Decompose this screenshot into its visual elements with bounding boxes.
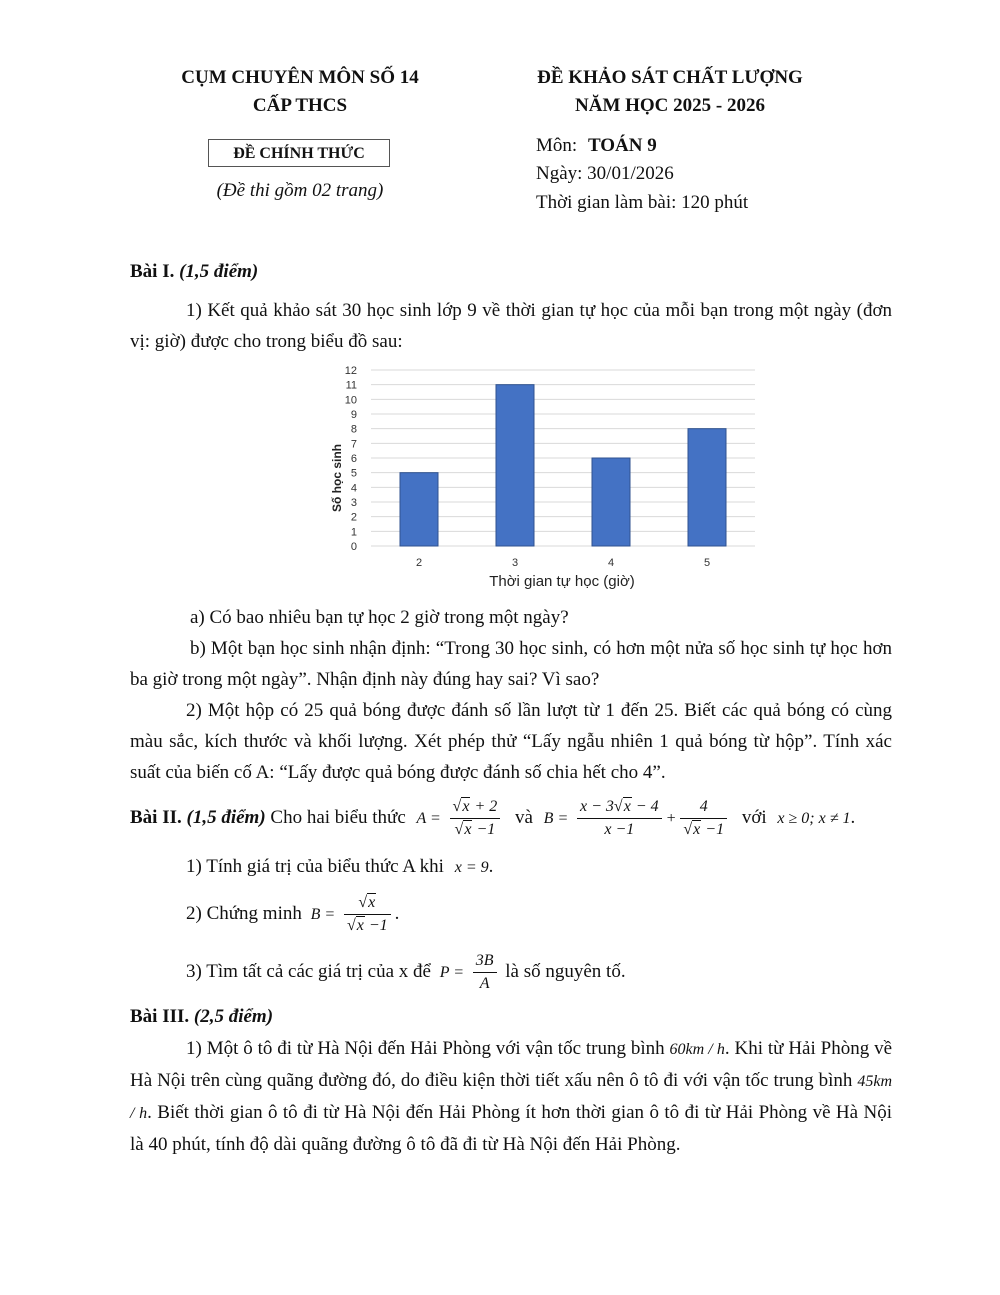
expr-b-fraction-2: $\frac{4}{√x -1}$ [680,796,727,841]
official-badge: ĐỀ CHÍNH THỨC [208,139,390,167]
speed-1: 60km / h [669,1041,725,1058]
section-3-text-b: . Khi từ Hải Phòng về Hà Nội trên cùng quãng đường đó, do điều kiện thời tiết xấu nên ô tô đi với vận tốc trung bình [130,1038,893,1091]
unit-name: CỤM CHUYÊN MÔN SỐ 14 [181,67,419,88]
y-tick-label: 1 [350,526,357,539]
chart-x-label: Thời gian tự học (giờ) [489,573,635,590]
y-tick-label: 2 [350,511,357,524]
bar-5 [688,429,726,546]
study-time-bar-chart [325,362,765,594]
x-tick-label: 5 [703,557,711,569]
section-3-part-1 [130,1033,892,1160]
x-tick-label: 3 [511,557,519,569]
question-2-3-num: 3B [473,950,497,973]
section-1-heading [130,257,258,287]
word-and: và [514,807,533,828]
section-2-heading: Bài II. (1,5 điểm) Cho hai biểu thức A = $\frac{√x + 2}{√x -1}$ và B = $\frac{x - 3√x - 4}{x -1}$ + $\frac{4}{√x -1}$ với x ≥ 0; x ≠ 1. [130,790,855,847]
domain-condition: x ≥ 0; x ≠ 1 [777,810,851,827]
section-3-text-a: 1) Một ô tô đi từ Hà Nội đến Hải Phòng với vận tốc trung bình [186,1038,665,1059]
expr-a-lhs: A = [416,810,441,827]
y-tick-label: 12 [344,365,357,377]
question-1a: a) Có bao nhiêu bạn tự học 2 giờ trong một ngày? [190,607,569,628]
question-2-3-text-a: 3) Tìm tất cả các giá trị của x để [186,961,431,982]
chart-y-ticks [345,365,357,553]
y-tick-label: 11 [345,379,357,392]
question-2-1: 1) Tính giá trị của biểu thức A khi x = 9. [186,856,494,877]
question-2-3 [186,946,626,999]
section-3-points: (2,5 điểm) [193,1006,274,1027]
bar-2 [400,473,438,546]
question-1b: b) Một bạn học sinh nhận định: “Trong 30 học sinh, có hơn một nửa số học sinh tự học hơn ba giờ trong một ngày”. Nhận định này đúng hay sai? Vì sao? [130,638,892,690]
y-tick-label: 6 [350,453,357,465]
section-3-heading [130,1002,273,1032]
school-year: NĂM HỌC 2025 - 2026 [575,95,765,116]
question-2-2-lhs: B = [310,906,336,923]
section-2-points: (1,5 điểm) [186,807,266,828]
question-2-2: 2) Chứng minh B = $\frac{√x}{√x -1}$ . [186,888,399,941]
section-3-title: Bài III. [130,1006,190,1027]
y-tick-label: 8 [350,423,357,436]
expr-a-fraction: $\frac{√x + 2}{√x -1}$ [450,796,501,841]
exam-date: Ngày: 30/01/2026 [536,163,674,184]
exam-title: ĐỀ KHẢO SÁT CHẤT LƯỢNG [537,67,803,88]
y-tick-label: 0 [350,541,357,553]
question-2-2-text: 2) Chứng minh [186,903,302,924]
section-1-part-2: 2) Một hộp có 25 quả bóng được đánh số lần lượt từ 1 đến 25. Biết các quả bóng có cùng màu sắc, kích thước và khối lượng. Xét phép thử “Lấy ngẫu nhiên 1 quả bóng từ hộp”. Tính xác suất của biến cố A: “Lấy được quả bóng được đánh số chia hết cho 4”. [130,700,892,783]
section-1-points: (1,5 điểm) [179,261,259,282]
exam-duration: Thời gian làm bài: 120 phút [536,192,749,213]
question-2-3-text-b: là số nguyên tố. [505,961,626,982]
unit-level: CẤP THCS [252,95,348,116]
question-2-1-text: 1) Tính giá trị của biểu thức A khi [186,856,444,877]
question-2-2-fraction: $\frac{√x}{√x -1}$ [344,892,391,937]
chart-bars [400,385,726,546]
bar-3 [496,385,534,546]
word-with: với [741,807,767,828]
expr-b-lhs: B = [543,810,569,827]
question-2-3-fraction [473,950,497,995]
bar-4 [592,458,630,546]
pages-note: (Đề thi gồm 02 trang) [216,180,384,201]
section-2-intro: Cho hai biểu thức [270,807,406,828]
x-tick-label: 4 [607,557,615,569]
header-left [150,64,450,120]
subject-label: Môn: [536,135,578,156]
y-tick-label: 4 [350,482,357,495]
y-tick-label: 9 [350,409,357,421]
speed-2: 45km / h [130,1073,893,1122]
question-2-3-den: A [479,975,490,993]
section-1-title: Bài I. [130,261,175,282]
section-3-text-c: . Biết thời gian ô tô đi từ Hà Nội đến Hải Phòng ít hơn thời gian ô tô đi từ Hải Phòng về Hà Nội là 40 phút, tính độ dài quãng đường ô tô đã đi từ Hà Nội đến Hải Phòng. [130,1102,892,1155]
x-tick-label: 2 [415,557,423,569]
section-1-part-1: 1) Kết quả khảo sát 30 học sinh lớp 9 về thời gian tự học của mỗi bạn trong một ngày (đơn vị: giờ) được cho trong biểu đồ sau: [130,300,892,352]
section-2-title: Bài II. [130,807,182,828]
chart-y-label: Số học sinh [330,443,344,513]
expr-b-fraction-1: $\frac{x - 3√x - 4}{x -1}$ [577,796,662,841]
y-tick-label: 5 [350,467,357,480]
y-tick-label: 7 [350,438,357,451]
y-tick-label: 10 [344,394,357,407]
subject-value: TOÁN 9 [587,135,657,156]
question-2-3-lhs: P = [439,964,464,981]
subject-line [536,132,657,160]
header-right [500,64,840,120]
question-2-1-math: x = 9 [454,859,489,876]
y-tick-label: 3 [350,497,357,509]
chart-x-ticks [416,557,710,569]
